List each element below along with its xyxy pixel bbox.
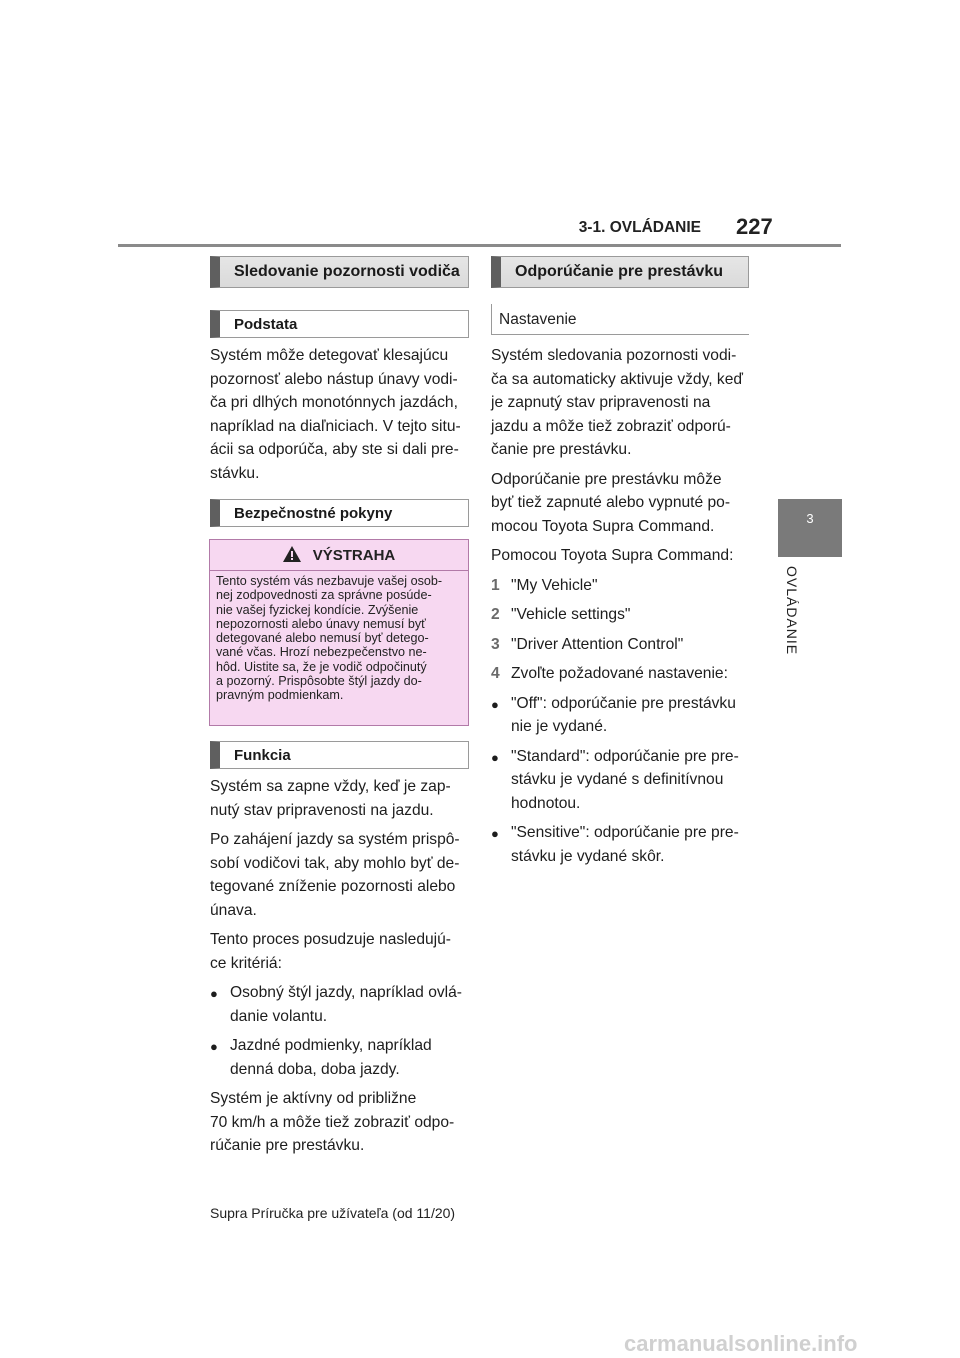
text-line: ča sa automaticky aktivuje vždy, keď xyxy=(491,370,743,388)
chapter-number: 3 xyxy=(806,511,814,526)
text-line: "Sensitive": odporúčanie pre pre- xyxy=(511,824,739,841)
text-line: stávku. xyxy=(210,464,260,482)
text-line: a pozorný. Prispôsobte štýl jazdy do- xyxy=(216,674,422,689)
text-line: únava. xyxy=(210,901,257,919)
warning-triangle-icon xyxy=(283,546,301,566)
chapter-label: OVLÁDANIE xyxy=(784,566,800,656)
paragraph xyxy=(210,775,472,822)
nastavenie-text xyxy=(491,344,753,874)
text-line: vané včas. Hrozí nebezpečenstvo ne- xyxy=(216,645,427,660)
watermark: carmanualsonline.info xyxy=(624,1331,858,1356)
nastavenie-divider xyxy=(491,334,749,335)
text-line: stávku je vydané skôr. xyxy=(511,847,665,865)
header-divider xyxy=(118,244,841,247)
text-line: pozornosť alebo nástup únavy vodi- xyxy=(210,370,458,388)
text-line: Tento proces posudzuje nasledujú- xyxy=(210,931,451,948)
text-line: "Standard": odporúčanie pre pre- xyxy=(511,747,739,765)
subheading-funkcia: Funkcia xyxy=(210,741,469,769)
warning-box xyxy=(209,539,469,726)
step-item xyxy=(491,574,753,598)
nastavenie-left-border xyxy=(491,304,492,334)
section-title: 3-1. OVLÁDANIE xyxy=(578,219,701,236)
paragraph xyxy=(491,344,753,462)
page-number: 227 xyxy=(736,214,773,239)
step-text: "My Vehicle" xyxy=(511,576,598,594)
bullet-icon: ● xyxy=(210,1039,218,1054)
warning-divider xyxy=(210,570,468,571)
bullet-icon: ● xyxy=(491,696,499,712)
text-line: Po zahájení jazdy sa systém prispô- xyxy=(210,831,460,848)
text-line: jazdu a môže tiež zobraziť odporú- xyxy=(491,417,731,435)
text-line: je zapnutý stav pripravenosti na xyxy=(491,394,711,411)
bullet-icon: ● xyxy=(491,749,499,765)
text-line: Systém môže detegovať klesajúcu xyxy=(210,347,449,364)
step-number: 1 xyxy=(491,576,500,594)
section-heading-break-recommendation: Odporúčanie pre prestávku xyxy=(491,256,749,288)
text-line: byť tiež zapnuté alebo vypnuté po- xyxy=(491,494,731,511)
list-item xyxy=(210,1034,472,1081)
text-line: Systém je aktívny od približne xyxy=(210,1090,417,1107)
text-line: nie je vydané. xyxy=(511,718,608,735)
text-line: nutý stav pripravenosti na jazdu. xyxy=(210,801,434,819)
step-text: Zvoľte požadované nastavenie: xyxy=(511,665,728,682)
bullet-icon: ● xyxy=(210,986,218,1001)
text-line: ácii sa odporúča, aby ste si dali pre- xyxy=(210,441,459,458)
text-line: čanie pre prestávku. xyxy=(491,441,632,458)
text-line: ča pri dlhých monotónnych jazdách, xyxy=(210,394,458,411)
paragraph xyxy=(491,468,753,539)
text-line: mocou Toyota Supra Command. xyxy=(491,517,715,535)
text-line: stávku je vydané s definitívnou xyxy=(511,771,724,788)
text-line: Systém sledovania pozornosti vodi- xyxy=(491,347,737,364)
step-number: 3 xyxy=(491,635,500,653)
text-line: "Off": odporúčanie pre prestávku xyxy=(511,694,736,712)
text-line: napríklad na diaľniciach. V tejto situ- xyxy=(210,417,461,435)
text-line: sobí vodičovi tak, aby mohlo byť de- xyxy=(210,854,460,872)
subheading-safety: Bezpečnostné pokyny xyxy=(210,499,469,527)
funkcia-text xyxy=(210,775,472,1164)
step-item xyxy=(491,633,753,657)
paragraph xyxy=(210,928,472,975)
bullet-icon: ● xyxy=(491,826,499,841)
step-number: 4 xyxy=(491,665,500,682)
step-item xyxy=(491,603,753,627)
chapter-tab xyxy=(778,499,842,557)
warning-header xyxy=(210,546,468,566)
text-line: ce kritériá: xyxy=(210,954,282,972)
text-line: Odporúčanie pre prestávku môže xyxy=(491,470,722,488)
list-item xyxy=(491,745,753,816)
nastavenie-heading: Nastavenie xyxy=(499,311,577,328)
list-item xyxy=(491,692,753,739)
list-item xyxy=(210,981,472,1028)
text-line: nej zodpovednosti za správne posúde- xyxy=(216,588,432,603)
subheading-podstata: Podstata xyxy=(210,310,469,338)
text-line: Osobný štýl jazdy, napríklad ovlá- xyxy=(230,984,462,1001)
list-item xyxy=(491,821,753,868)
text-line: rúčanie pre prestávku. xyxy=(210,1137,365,1154)
text-line: pravným podmienkam. xyxy=(216,688,344,703)
text-line: tegované zníženie pozornosti alebo xyxy=(210,878,456,895)
text-line: 70 km/h a môže tiež zobraziť odpo- xyxy=(210,1113,455,1131)
podstata-text xyxy=(210,344,472,485)
text-line: hodnotou. xyxy=(511,794,581,812)
text-line: nie vašej fyzickej kondície. Zvýšenie xyxy=(216,602,419,617)
footer-text: Supra Príručka pre užívateľa (od 11/20) xyxy=(210,1205,456,1221)
step-item xyxy=(491,662,753,686)
text-line: detegované alebo nemusí byť detego- xyxy=(216,631,429,646)
warning-text xyxy=(216,574,466,703)
warning-title: VÝSTRAHA xyxy=(312,547,396,564)
step-text: "Vehicle settings" xyxy=(511,606,631,623)
step-number: 2 xyxy=(491,606,500,623)
paragraph xyxy=(210,828,472,922)
paragraph: Pomocou Toyota Supra Command: xyxy=(491,547,734,564)
text-line: Systém sa zapne vždy, keď je zap- xyxy=(210,778,451,795)
text-line: Jazdné podmienky, napríklad xyxy=(230,1037,432,1054)
text-line: denná doba, doba jazdy. xyxy=(230,1060,400,1078)
text-line: Tento systém vás nezbavuje vašej osob- xyxy=(216,574,443,588)
text-line: hôd. Uistite sa, že je vodič odpočinutý xyxy=(216,659,427,674)
text-line: danie volantu. xyxy=(230,1007,328,1025)
step-text: "Driver Attention Control" xyxy=(511,635,684,653)
text-line: nepozornosti alebo únavy nemusí byť xyxy=(216,616,426,631)
paragraph xyxy=(210,1087,472,1158)
section-heading-driver-attention: Sledovanie pozornosti vodiča xyxy=(210,256,469,288)
